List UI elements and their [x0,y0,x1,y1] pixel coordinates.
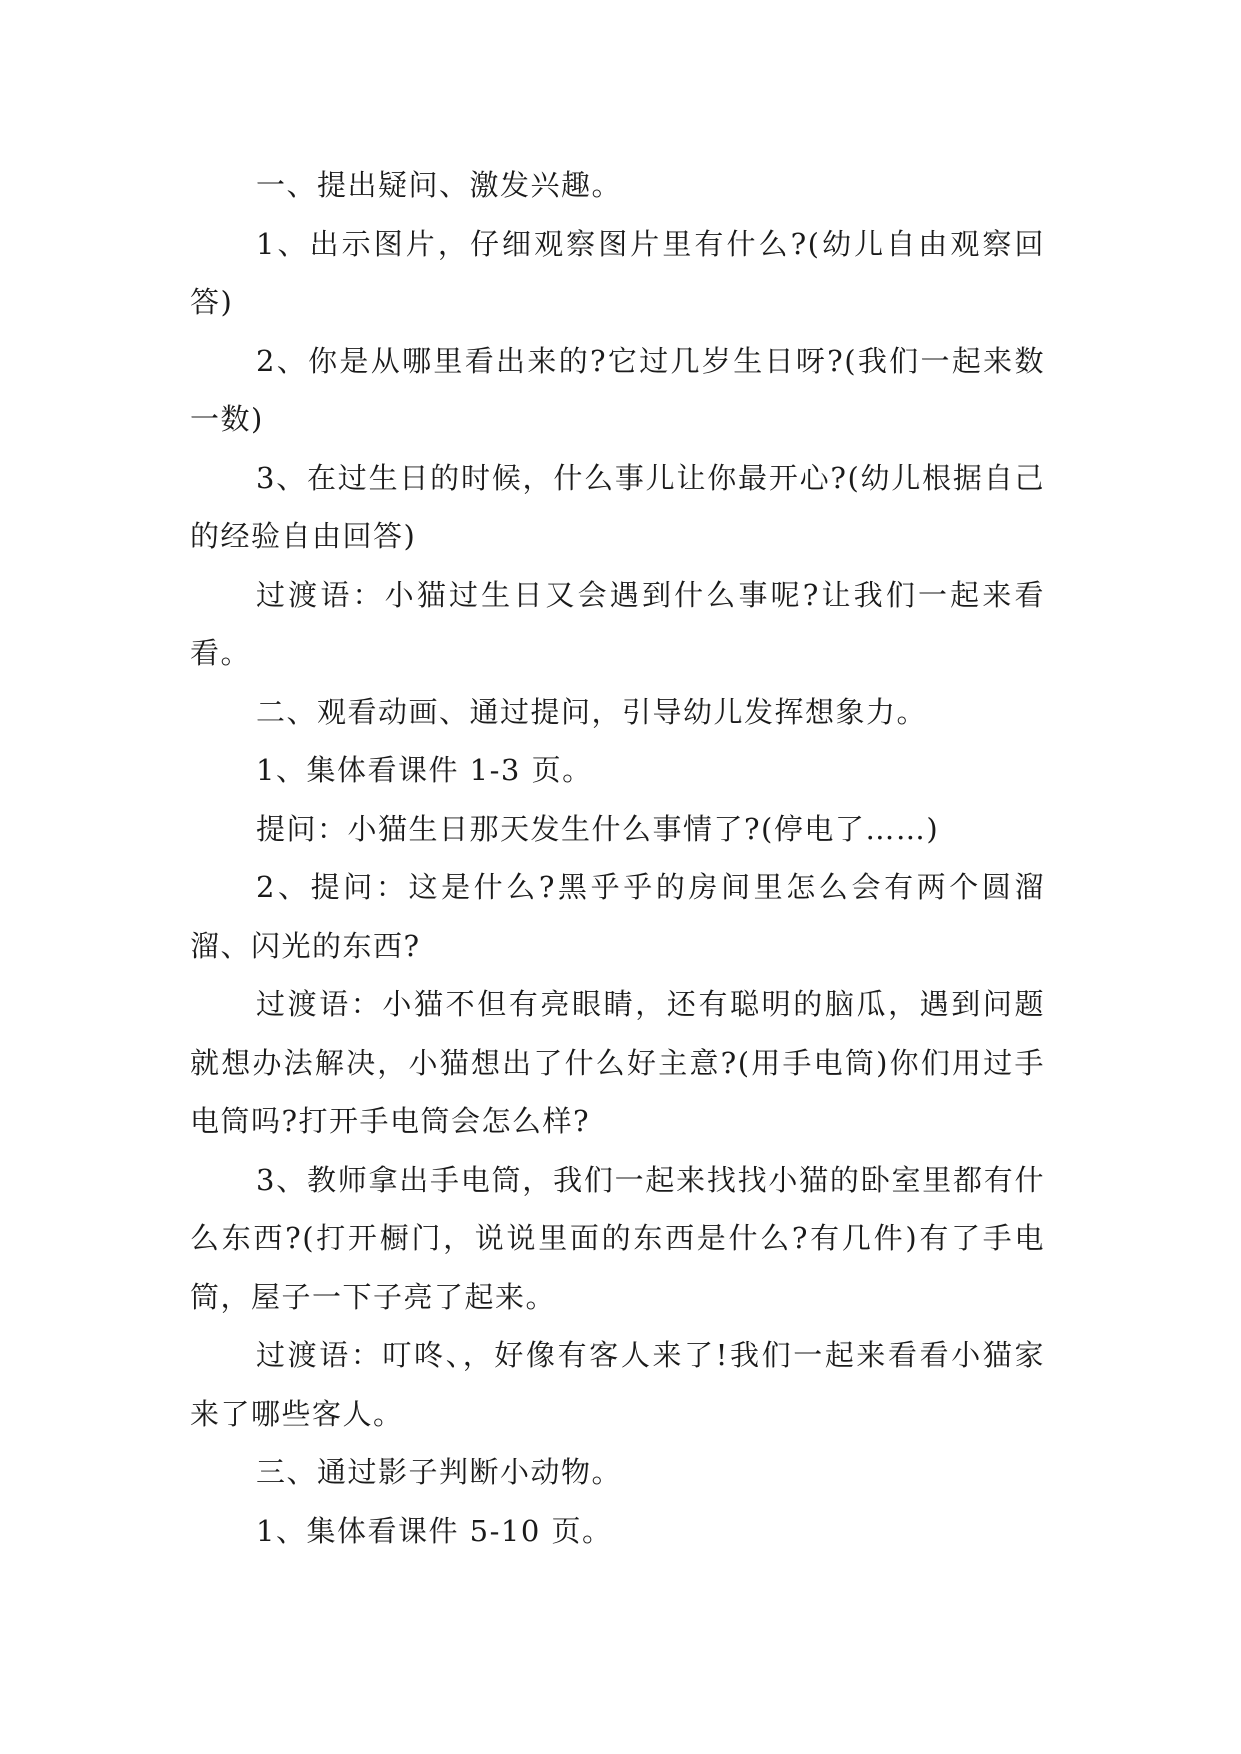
paragraph: 1、集体看课件 1-3 页。 [256,753,593,787]
transition-paragraph: 过渡语：小猫过生日又会遇到什么事呢?让我们一起来看看。 [190,577,1045,670]
paragraph: 1、集体看课件 5-10 页。 [256,1513,613,1548]
paragraph: 3、教师拿出手电筒，我们一起来找找小猫的卧室里都有什么东西?(打开橱门，说说里面的东西是什么?有几件)有了手电筒，屋子一下子亮了起来。 [190,1162,1045,1314]
section-heading-3: 三、通过影子判断小动物。 [256,1455,623,1489]
transition-paragraph: 过渡语：小猫不但有亮眼睛，还有聪明的脑瓜，遇到问题就想办法解决，小猫想出了什么好主意?(用手电筒)你们用过手电筒吗?打开手电筒会怎么样? [190,987,1045,1138]
document-body [190,156,1045,1560]
transition-paragraph: 过渡语：叮咚、，好像有客人来了!我们一起来看看小猫家来了哪些客人。 [190,1338,1045,1431]
paragraph: 2、提问：这是什么?黑乎乎的房间里怎么会有两个圆溜溜、闪光的东西? [190,870,1045,963]
paragraph: 1、出示图片，仔细观察图片里有什么?(幼儿自由观察回答) [190,226,1045,319]
section-heading-2: 二、观看动画、通过提问，引导幼儿发挥想象力。 [256,694,928,729]
section-heading-1: 一、提出疑问、激发兴趣。 [256,168,623,202]
paragraph: 2、你是从哪里看出来的?它过几岁生日呀?(我们一起来数一数) [190,343,1045,436]
paragraph: 3、在过生日的时候，什么事儿让你最开心?(幼儿根据自己的经验自由回答) [190,460,1045,553]
question-paragraph: 提问：小猫生日那天发生什么事情了?(停电了……) [256,811,940,846]
